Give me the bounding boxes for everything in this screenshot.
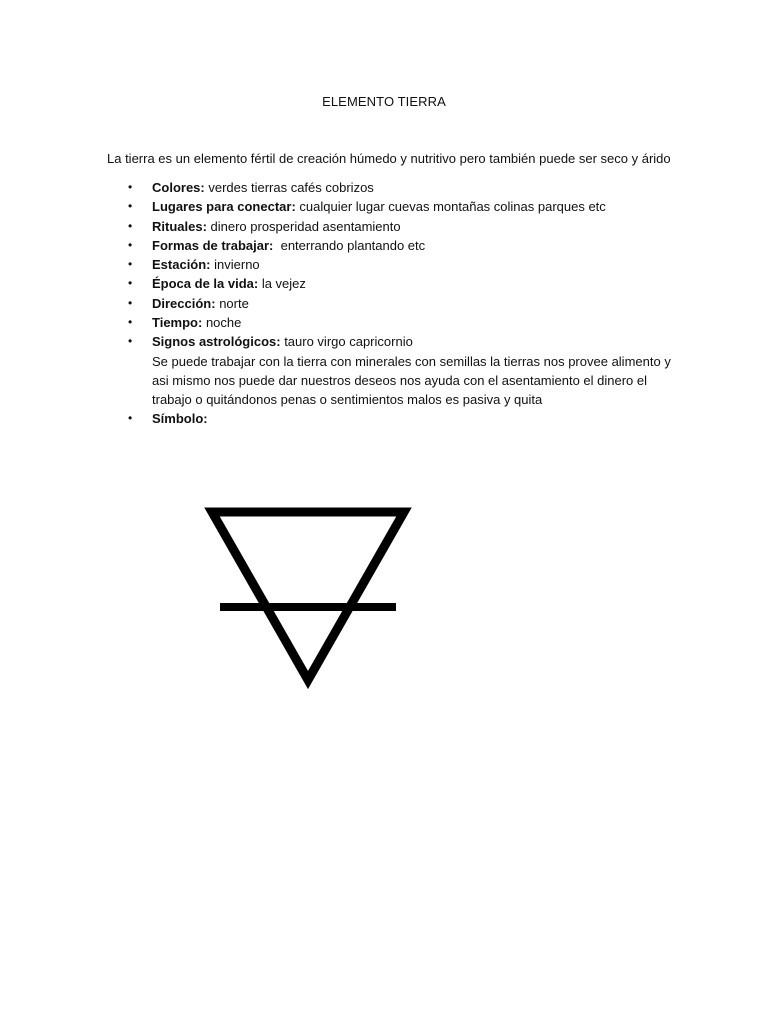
item-value: tauro virgo capricornio [280, 334, 413, 350]
bullet-icon: • [128, 199, 133, 214]
item-value: invierno [210, 257, 260, 273]
bullet-icon: • [128, 315, 133, 330]
list-item-lugares [120, 197, 680, 216]
item-label: Época de la vida: [152, 276, 259, 292]
bullet-icon: • [128, 257, 133, 272]
item-value: enterrando plantando etc [273, 237, 426, 253]
list-item-signos [120, 332, 680, 409]
list-item-tiempo [120, 313, 680, 332]
list-item-estacion [120, 255, 680, 274]
bullet-icon: • [128, 295, 133, 310]
list-item-simbolo [120, 409, 680, 428]
intro-paragraph: La tierra es un elemento fértil de creación húmedo y nutritivo pero también puede ser seco y árido [107, 151, 671, 166]
item-label: Símbolo: [152, 411, 208, 427]
item-value: la vejez [258, 276, 306, 292]
bullet-icon: • [128, 334, 133, 349]
list-item-colores [120, 178, 680, 197]
item-label: Rituales: [152, 218, 207, 234]
item-value: dinero prosperidad asentamiento [206, 218, 401, 234]
item-value: noche [202, 315, 242, 331]
list-item-rituales [120, 217, 680, 236]
bullet-icon: • [128, 411, 133, 426]
list-item-epoca [120, 274, 680, 293]
item-label: Dirección: [152, 295, 216, 311]
list-item-direccion [120, 294, 680, 313]
attribute-list [120, 178, 680, 429]
earth-element-symbol-icon [195, 497, 425, 697]
item-label: Tiempo: [152, 315, 203, 331]
item-label: Colores: [152, 180, 205, 195]
list-item-formas [120, 236, 680, 255]
earth-symbol-svg [195, 497, 425, 697]
item-value: cualquier lugar cuevas montañas colinas parques etc [295, 199, 606, 215]
bullet-icon: • [128, 180, 133, 194]
item-label: Signos astrológicos: [152, 334, 281, 350]
item-label: Lugares para conectar: [152, 199, 296, 215]
item-label: Formas de trabajar: [152, 237, 274, 253]
item-value: norte [215, 295, 249, 311]
earth-triangle [212, 512, 404, 680]
document-title: ELEMENTO TIERRA [322, 94, 446, 109]
item-note: Se puede trabajar con la tierra con minerales con semillas la tierras nos provee alimento y asi mismo nos puede dar nuestros deseos nos ayuda con el asentamiento el dinero el trabajo o quitándonos penas o sentimientos malos es pasiva y quita [152, 353, 671, 408]
bullet-icon: • [128, 237, 133, 252]
bullet-icon: • [128, 218, 133, 233]
item-value: verdes tierras cafés cobrizos [204, 180, 374, 195]
bullet-icon: • [128, 276, 133, 291]
item-label: Estación: [152, 257, 211, 273]
